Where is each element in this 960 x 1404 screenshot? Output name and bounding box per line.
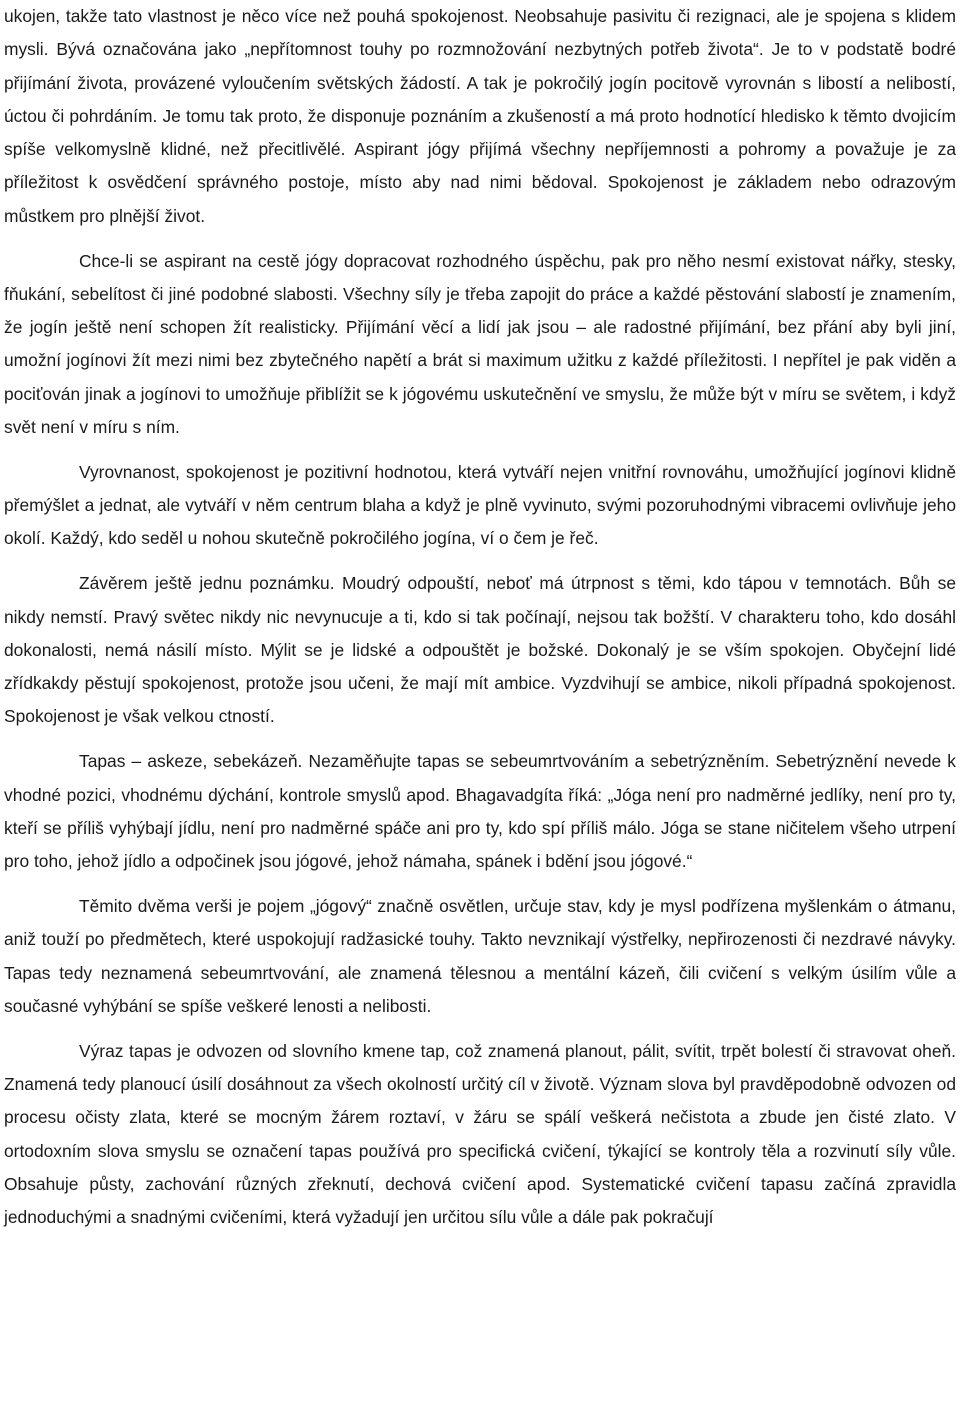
paragraph-tapas-definition: Tapas – askeze, sebekázeň. Nezaměňujte tapas se sebeumrtvováním a sebetrýzněním. Sebetrýznění nevede k vhodné pozici, vhodnému dýchání, kontrole smyslů apod. Bhagavadgíta říká: „Jóga není pro nadměrné jedlíky, není pro ty, kteří se příliš vyhýbají jídlu, není pro nadměrné spáče ani pro ty, kdo spí příliš málo. Jóga se stane ničitelem všeho utrpení pro toho, jehož jídlo a odpočinek jsou jógové, jehož námaha, spánek i bdění jsou jógové.“ xyxy=(4,751,956,872)
document-page xyxy=(4,0,956,1246)
paragraph-tapas-etymology: Výraz tapas je odvozen od slovního kmene tap, což znamená planout, pálit, svítit, trpět bolestí či stravovat oheň. Znamená tedy planoucí úsilí dosáhnout za všech okolností určitý cíl v životě. Význam slova byl pravděpodobně odvozen od procesu očisty zlata, které se mocným žárem roztaví, v žáru se spálí veškerá nečistota a zbude jen čisté zlato. V ortodoxním slova smyslu se označení tapas používá pro specifická cvičení, týkající se kontroly těla a rozvinutí síly vůle. Obsahuje půsty, zachování různých zřeknutí, dechová cvičení apod. Systematické cvičení tapasu začíná zpravidla jednoduchými a snadnými cvičeními, která vyžadují jen určitou sílu vůle a dále pak pokračují xyxy=(4,1040,956,1228)
paragraph-contentment-continued: ukojen, takže tato vlastnost je něco více než pouhá spokojenost. Neobsahuje pasivitu či rezignaci, ale je spojena s klidem mysli. Bývá označována jako „nepřítomnost touhy po rozmnožování nezbytných potřeb života“. Je to v podstatě bodré přijímání života, provázené vyloučením světských žádostí. A tak je pokročilý jogín pocitově vyrovnán s libostí a nelibostí, úctou či pohrdáním. Je tomu tak proto, že disponuje poznáním a zkušeností a má proto hodnotící hledisko k těmto dvojicím spíše velkomyslně klidné, než přecitlivělé. Aspirant jógy přijímá všechny nepříjemnosti a pohromy a považuje je za příležitost k osvědčení správného postoje, místo aby nad nimi bědoval. Spokojenost je základem nebo odrazovým můstkem pro plnější život. xyxy=(4,6,956,226)
paragraph-equanimity: Vyrovnanost, spokojenost je pozitivní hodnotou, která vytváří nejen vnitřní rovnováhu, umožňující jogínovi klidně přemýšlet a jednat, ale vytváří v něm centrum blaha a když je plně vyvinuto, svými pozoruhodnými vibracemi ovlivňuje jeho okolí. Každý, kdo seděl u nohou skutečně pokročilého jogína, ví o čem je řeč. xyxy=(4,461,956,549)
paragraph-yogic-verses: Těmito dvěma verši je pojem „jógový“ značně osvětlen, určuje stav, kdy je mysl podřízena myšlenkám o átmanu, aniž touží po předmětech, které uspokojují radžasické touhy. Takto nevznikají výstřelky, nepřirozenosti či nezdravé návyky. Tapas tedy neznamená sebeumrtvování, ale znamená tělesnou a mentální kázeň, čili cvičení s velkým úsilím vůle a současné vyhýbání se spíše veškeré lenosti a nelibosti. xyxy=(4,895,956,1016)
paragraph-conclusion: Závěrem ještě jednu poznámku. Moudrý odpouští, neboť má útrpnost s těmi, kdo tápou v temnotách. Bůh se nikdy nemstí. Pravý světec nikdy nic nevynucuje a ti, kdo si tak počínají, nejsou tak božští. V charakteru toho, kdo dosáhl dokonalosti, nemá násilí místo. Mýlit se je lidské a odpouštět je božské. Dokonalý je se vším spokojen. Obyčejní lidé zřídkakdy pěstují spokojenost, protože jsou učeni, že mají mít ambice. Vyzdvihují se ambice, nikoli případná spokojenost. Spokojenost je však velkou ctností. xyxy=(4,573,956,727)
paragraph-no-complaints: Chce-li se aspirant na cestě jógy dopracovat rozhodného úspěchu, pak pro něho nesmí existovat nářky, stesky, fňukání, sebelítost či jiné podobné slabosti. Všechny síly je třeba zapojit do práce a každé pěstování slabostí je znamením, že jogín ještě není schopen žít realisticky. Přijímání věcí a lidí jak jsou – ale radostné přijímání, bez přání aby byli jiní, umožní jogínovi žít mezi nimi bez zbytečného napětí a brát si maximum užitku z každé příležitosti. I nepřítel je pak viděn a pociťován jinak a jogínovi to umožňuje přiblížit se k jógovému uskutečnění ve smyslu, že může být v míru se světem, i když svět není v míru s ním. xyxy=(4,250,956,438)
